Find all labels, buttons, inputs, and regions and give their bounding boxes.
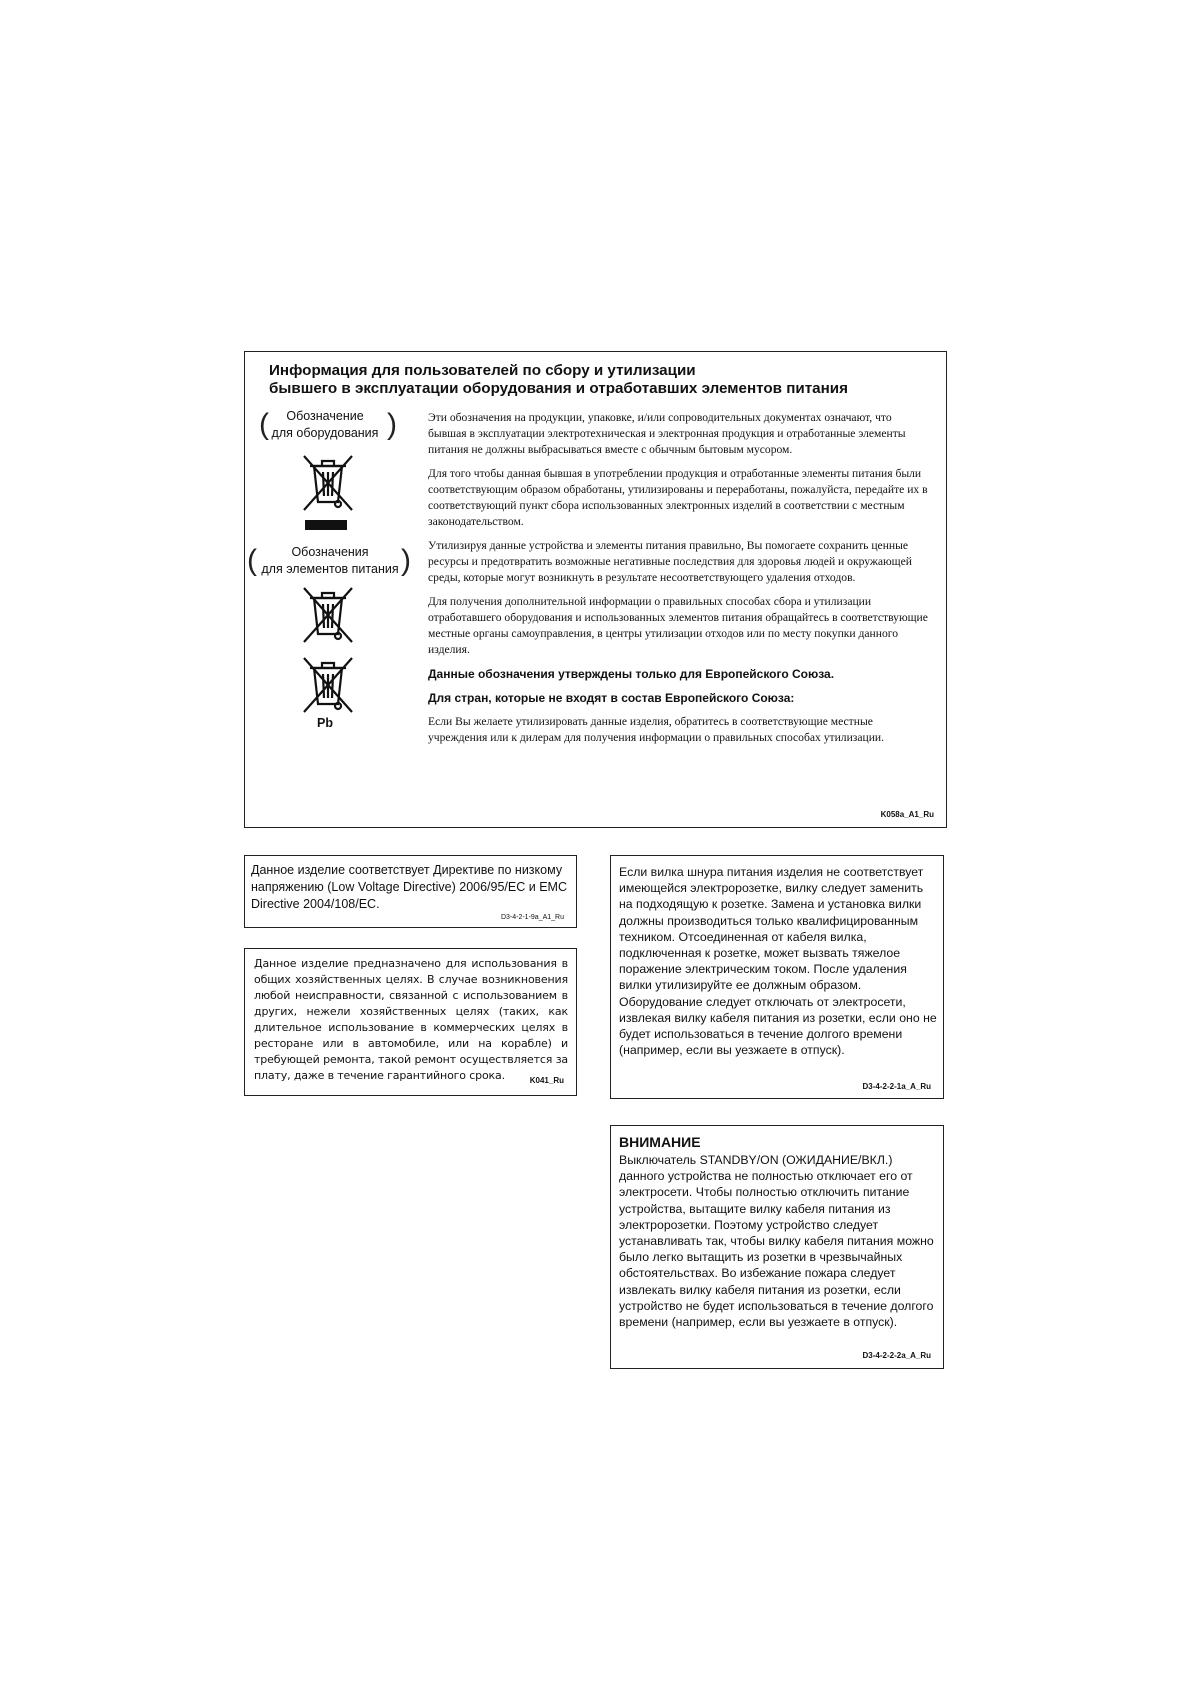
crossed-bin-icon (300, 654, 356, 716)
weee-code: K058a_A1_Ru (880, 810, 934, 819)
weee-para-1: Эти обозначения на продукции, упаковке, и/или сопроводительных документах означают, что бывшая в эксплуатации электротехническая и электронная продукция и отработанные элементы питания не должны выбрасываться вместе с обычным бытовым мусором. (428, 411, 906, 456)
low-voltage-text: Данное изделие соответствует Директиве по низкому напряжению (Low Voltage Directive) 2006/95/EC и EMC Directive 2004/108/EC. (251, 863, 567, 911)
warning-heading: ВНИМАНИЕ (619, 1134, 701, 1150)
power-plug-text: Если вилка шнура питания изделия не соответствует имеющейся электророзетке, вилку следует заменить на подходящую к розетке. Замена и установка вилки должны производиться только квалифицированным техником. Отсоединенная от кабеля вилка, подключенная к розетке, может вызвать тяжелое поражение электрическим током. После удаления вилки утилизируйте ее должным образом. Оборудование следует отключать от электросети, извлекая вилку кабеля питания из розетки, если оно не будет использоваться в течение долгого времени (например, если вы уезжаете в отпуск). (619, 865, 937, 1058)
weee-para-4: Для получения дополнительной информации о правильных способах сбора и утилизации отработавшего оборудования и использованных элементов питания обращайтесь в соответствующие местные органы самоуправления, в центры утилизации отходов или по месту покупки данного изделия. (428, 595, 928, 656)
equipment-symbol-label: Обозначение для оборудования (271, 409, 379, 440)
title-line-2: бывшего в эксплуатации оборудования и отработавших элементов питания (269, 380, 848, 397)
crossed-bin-icon (300, 452, 356, 514)
paren-right-icon: ) (387, 408, 397, 441)
symbols-column (245, 408, 411, 808)
battery-symbol-label: Обозначения для элементов питания (261, 545, 399, 576)
household-use-box (244, 948, 577, 1096)
low-voltage-code: D3-4-2-1-9a_A1_Ru (500, 914, 564, 921)
weee-text-column (428, 410, 933, 754)
weee-para-3: Утилизируя данные устройства и элементы питания правильно, Вы помогаете сохранить ценные ресурсы и предотвратить возможные негативные последствия для здоровья людей и окружающей среды, которые могут возникнуть в результате несоответствующего удаления отходов. (428, 539, 912, 584)
non-eu-para: Если Вы желаете утилизировать данные изделия, обратитесь в соответствующие местные учреждения или к дилерам для получения информации о правильных способах утилизации. (428, 715, 885, 744)
low-voltage-box (244, 855, 577, 928)
power-plug-box (610, 855, 944, 1099)
weee-info-box (244, 351, 947, 828)
household-use-text: Данное изделие предназначено для использования в общих хозяйственных целях. В случае возникновения любой неисправности, связанной с использованием в других, нежели хозяйственных целях (таких, как длительное использование в коммерческих целях в ресторане или в автомобиле, или на корабле) и требующей ремонта, такой ремонт осуществляется за плату, даже в течение гарантийного срока. (254, 957, 568, 1082)
weee-title (269, 362, 929, 398)
warning-code: D3-4-2-2-2a_A_Ru (862, 1351, 931, 1360)
eu-heading: Данные обозначения утверждены только для Европейского Союза. (428, 667, 835, 681)
underline-bar (305, 520, 347, 530)
pb-label: Pb (317, 716, 333, 730)
crossed-bin-icon (300, 584, 356, 646)
non-eu-heading: Для стран, которые не входят в состав Европейского Союза: (428, 691, 795, 705)
paren-left-icon: ( (259, 408, 269, 441)
title-line-1: Информация для пользователей по сбору и утилизации (269, 362, 696, 379)
paren-right-icon: ) (401, 544, 411, 577)
weee-para-2: Для того чтобы данная бывшая в употреблении продукция и отработанные элементы питания были соответствующим образом обработаны, утилизированы и переработаны, пожалуйста, передайте их в соответствующий пункт сбора использованных электронных изделий в соответствии с местным законодательством. (428, 467, 928, 528)
household-use-code: K041_Ru (529, 1076, 564, 1085)
warning-text: Выключатель STANDBY/ON (ОЖИДАНИЕ/ВКЛ.) данного устройства не полностью отключает его от электросети. Чтобы полностью отключить питание устройства, вытащите вилку кабеля питания из электророзетки. Поэтому устройство следует устанавливать так, чтобы вилку кабеля питания можно было легко вытащить из розетки в чрезвычайных обстоятельствах. Во избежание пожара следует извлекать вилку кабеля питания из розетки, если устройство не будет использоваться в течение долгого времени (например, если вы уезжаете в отпуск). (619, 1153, 934, 1330)
warning-box (610, 1125, 944, 1369)
paren-left-icon: ( (247, 544, 257, 577)
power-plug-code: D3-4-2-2-1a_A_Ru (862, 1082, 931, 1091)
